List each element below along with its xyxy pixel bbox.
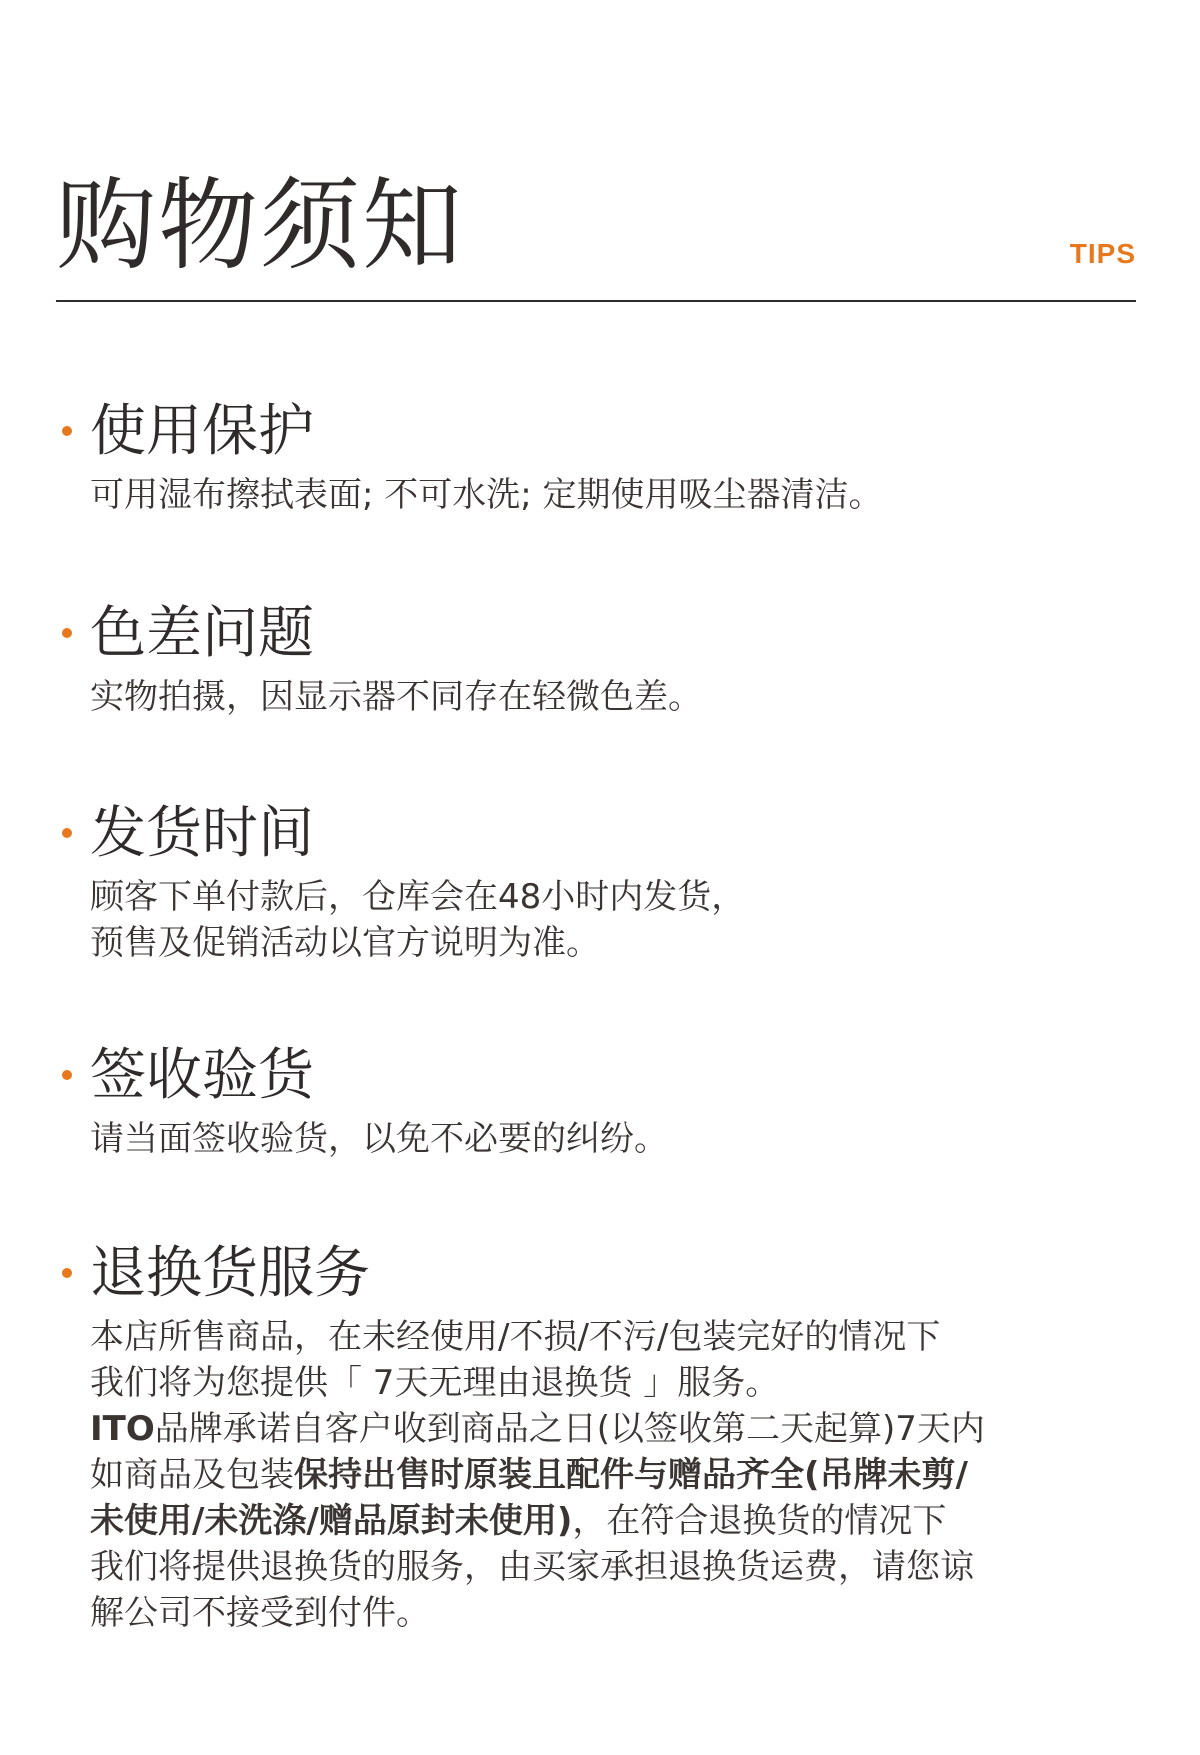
body-line: 我们将为您提供「 7天无理由退换货 」服务。 (90, 1363, 780, 1403)
body-line (90, 1452, 1150, 1498)
section-title: 色差问题 (90, 601, 314, 666)
body-text: 如商品及包装 (90, 1455, 294, 1495)
tips-label: TIPS (1069, 238, 1136, 269)
body-line: 可用湿布擦拭表面; 不可水洗; 定期使用吸尘器清洁。 (90, 475, 883, 515)
section-title: 签收验货 (90, 1043, 314, 1108)
body-line: 本店所售商品，在未经使用/不损/不污/包装完好的情况下 (90, 1317, 941, 1357)
section-title: 使用保护 (90, 399, 314, 464)
section-return-exchange (56, 1234, 1136, 1636)
emphasis-text: 保持出售时原装且配件与赠品齐全(吊牌未剪/ (294, 1455, 968, 1495)
section-usage-care (56, 392, 1136, 518)
section-body (90, 674, 1150, 720)
bullet-dot-icon (62, 1268, 72, 1278)
emphasis-text: 未使用/未洗涤/赠品原封未使用) (90, 1501, 573, 1541)
section-body (90, 874, 1150, 966)
section-body (90, 1314, 1150, 1636)
section-title: 退换货服务 (90, 1241, 370, 1306)
bullet-dot-icon (62, 828, 72, 838)
section-delivery-inspection (56, 1036, 1136, 1162)
body-text: 品牌承诺自客户收到商品之日(以签收第二天起算)7天内 (154, 1409, 985, 1449)
section-body (90, 472, 1150, 518)
section-title: 发货时间 (90, 801, 314, 866)
body-line (90, 1406, 1150, 1452)
section-shipping-time (56, 794, 1136, 966)
body-line: 请当面签收验货，以免不必要的纠纷。 (90, 1119, 668, 1159)
body-line: 预售及促销活动以官方说明为准。 (90, 923, 600, 963)
section-body (90, 1116, 1150, 1162)
page-header (56, 150, 1136, 302)
bullet-dot-icon (62, 628, 72, 638)
bullet-dot-icon (62, 426, 72, 436)
brand-name: ITO (90, 1409, 155, 1449)
body-line: 我们将提供退换货的服务，由买家承担退换货运费，请您谅 (90, 1547, 974, 1587)
body-line: 实物拍摄，因显示器不同存在轻微色差。 (90, 677, 702, 717)
body-line: 解公司不接受到付件。 (90, 1593, 430, 1633)
body-text: ，在符合退换货的情况下 (572, 1501, 947, 1541)
bullet-dot-icon (62, 1070, 72, 1080)
body-line (90, 1498, 1150, 1544)
section-color-difference (56, 594, 1136, 720)
page-title: 购物须知 (56, 167, 464, 284)
body-line: 顾客下单付款后，仓库会在48小时内发货， (90, 877, 746, 917)
